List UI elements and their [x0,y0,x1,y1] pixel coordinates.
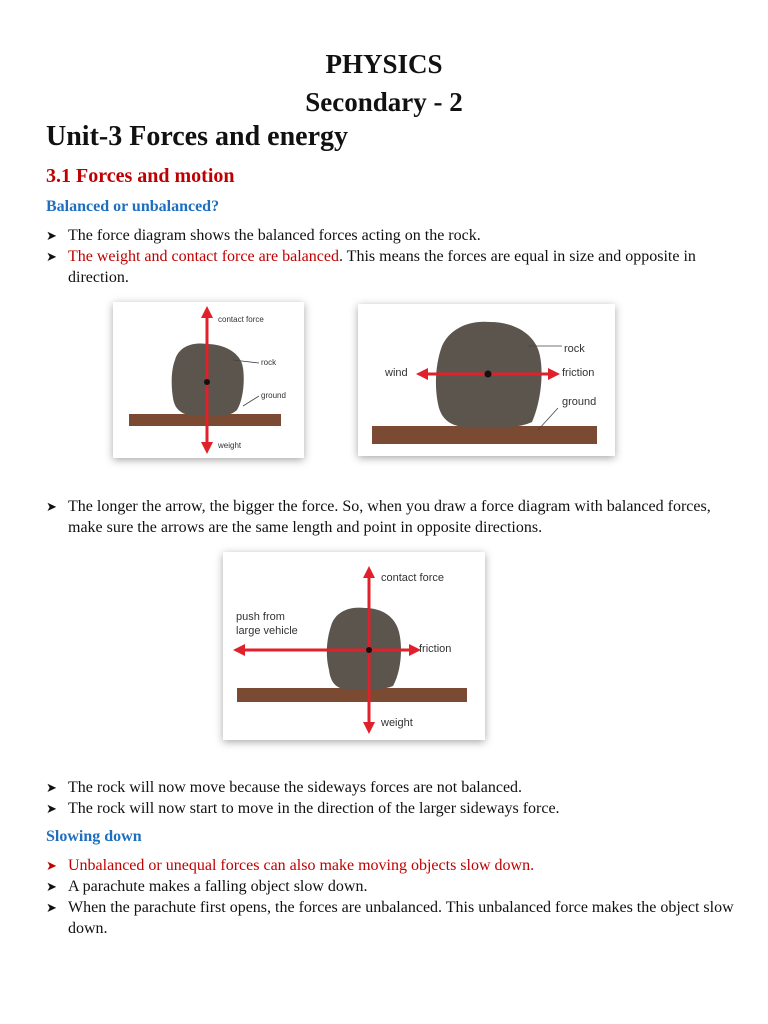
label-ground: ground [562,396,597,408]
label-push-line2: large vehicle [236,625,298,637]
label-weight: weight [381,717,413,729]
ground-strip [237,688,467,702]
label-wind: wind [385,367,408,379]
arrowhead-bullet-icon: ➤ [46,249,57,264]
bullet-text: The longer the arrow, the bigger the force. So, when you draw a force diagram with balanced forces, make sure the arrows are the same length and point in opposite directions. [68,498,711,536]
label-ground: ground [261,391,286,400]
ground-strip [372,426,597,444]
page-title-grade: Secondary - 2 [305,87,463,117]
ground-pointer-line [243,396,259,406]
center-of-mass-dot [204,379,210,385]
label-friction: friction [562,367,595,379]
bullet-text: When the parachute first opens, the forces are unbalanced. This unbalanced force makes the object slow down. [68,899,734,937]
label-contact-force: contact force [381,572,444,584]
figure-unbalanced-forces [223,552,485,740]
arrowhead-bullet-icon: ➤ [46,900,57,915]
bullet-parachute-opens [46,897,736,939]
bullet-rock-moves [46,777,736,798]
bullet-parachute [46,876,736,897]
bullet-balanced-forces [46,246,736,288]
subheading-slowing-down: Slowing down [46,828,142,845]
arrowhead-bullet-icon: ➤ [46,780,57,795]
bullet-text: The rock will now move because the sideways forces are not balanced. [68,779,523,796]
label-weight: weight [218,441,242,450]
unit-title: Unit-3 Forces and energy [46,121,348,152]
arrowhead-bullet-icon: ➤ [46,801,57,816]
bullet-text [46,246,736,288]
subheading-balanced: Balanced or unbalanced? [46,198,220,215]
arrowhead-bullet-icon: ➤ [46,879,57,894]
bullet-text-rest: . This means the forces are equal in size and opposite in direction. [68,248,696,286]
label-contact-force: contact force [218,315,264,324]
bullet-force-diagram [46,225,736,246]
bullet-text-highlight: The weight and contact force are balanced [68,248,339,265]
label-rock: rock [261,358,277,367]
label-push-line1: push from [236,611,285,623]
figure-horizontal-forces [358,304,615,456]
bullet-longer-arrow [46,496,736,538]
section-title: 3.1 Forces and motion [46,165,235,187]
arrowhead-bullet-icon: ➤ [46,228,57,243]
center-of-mass-dot [366,647,372,653]
arrowhead-bullet-icon: ➤ [46,858,57,873]
figure-vertical-forces [113,302,304,458]
bullet-text: A parachute makes a falling object slow down. [68,878,368,895]
center-of-mass-dot [485,371,492,378]
bullet-unbalanced-slow [46,855,736,876]
label-friction: friction [419,643,452,655]
bullet-rock-direction [46,798,736,819]
bullet-text: The force diagram shows the balanced forces acting on the rock. [68,227,481,244]
page-title-subject: PHYSICS [325,49,443,79]
label-rock: rock [564,343,585,355]
bullet-text: The rock will now start to move in the direction of the larger sideways force. [68,800,560,817]
arrowhead-bullet-icon: ➤ [46,499,57,514]
bullet-text: Unbalanced or unequal forces can also make moving objects slow down. [68,857,535,874]
